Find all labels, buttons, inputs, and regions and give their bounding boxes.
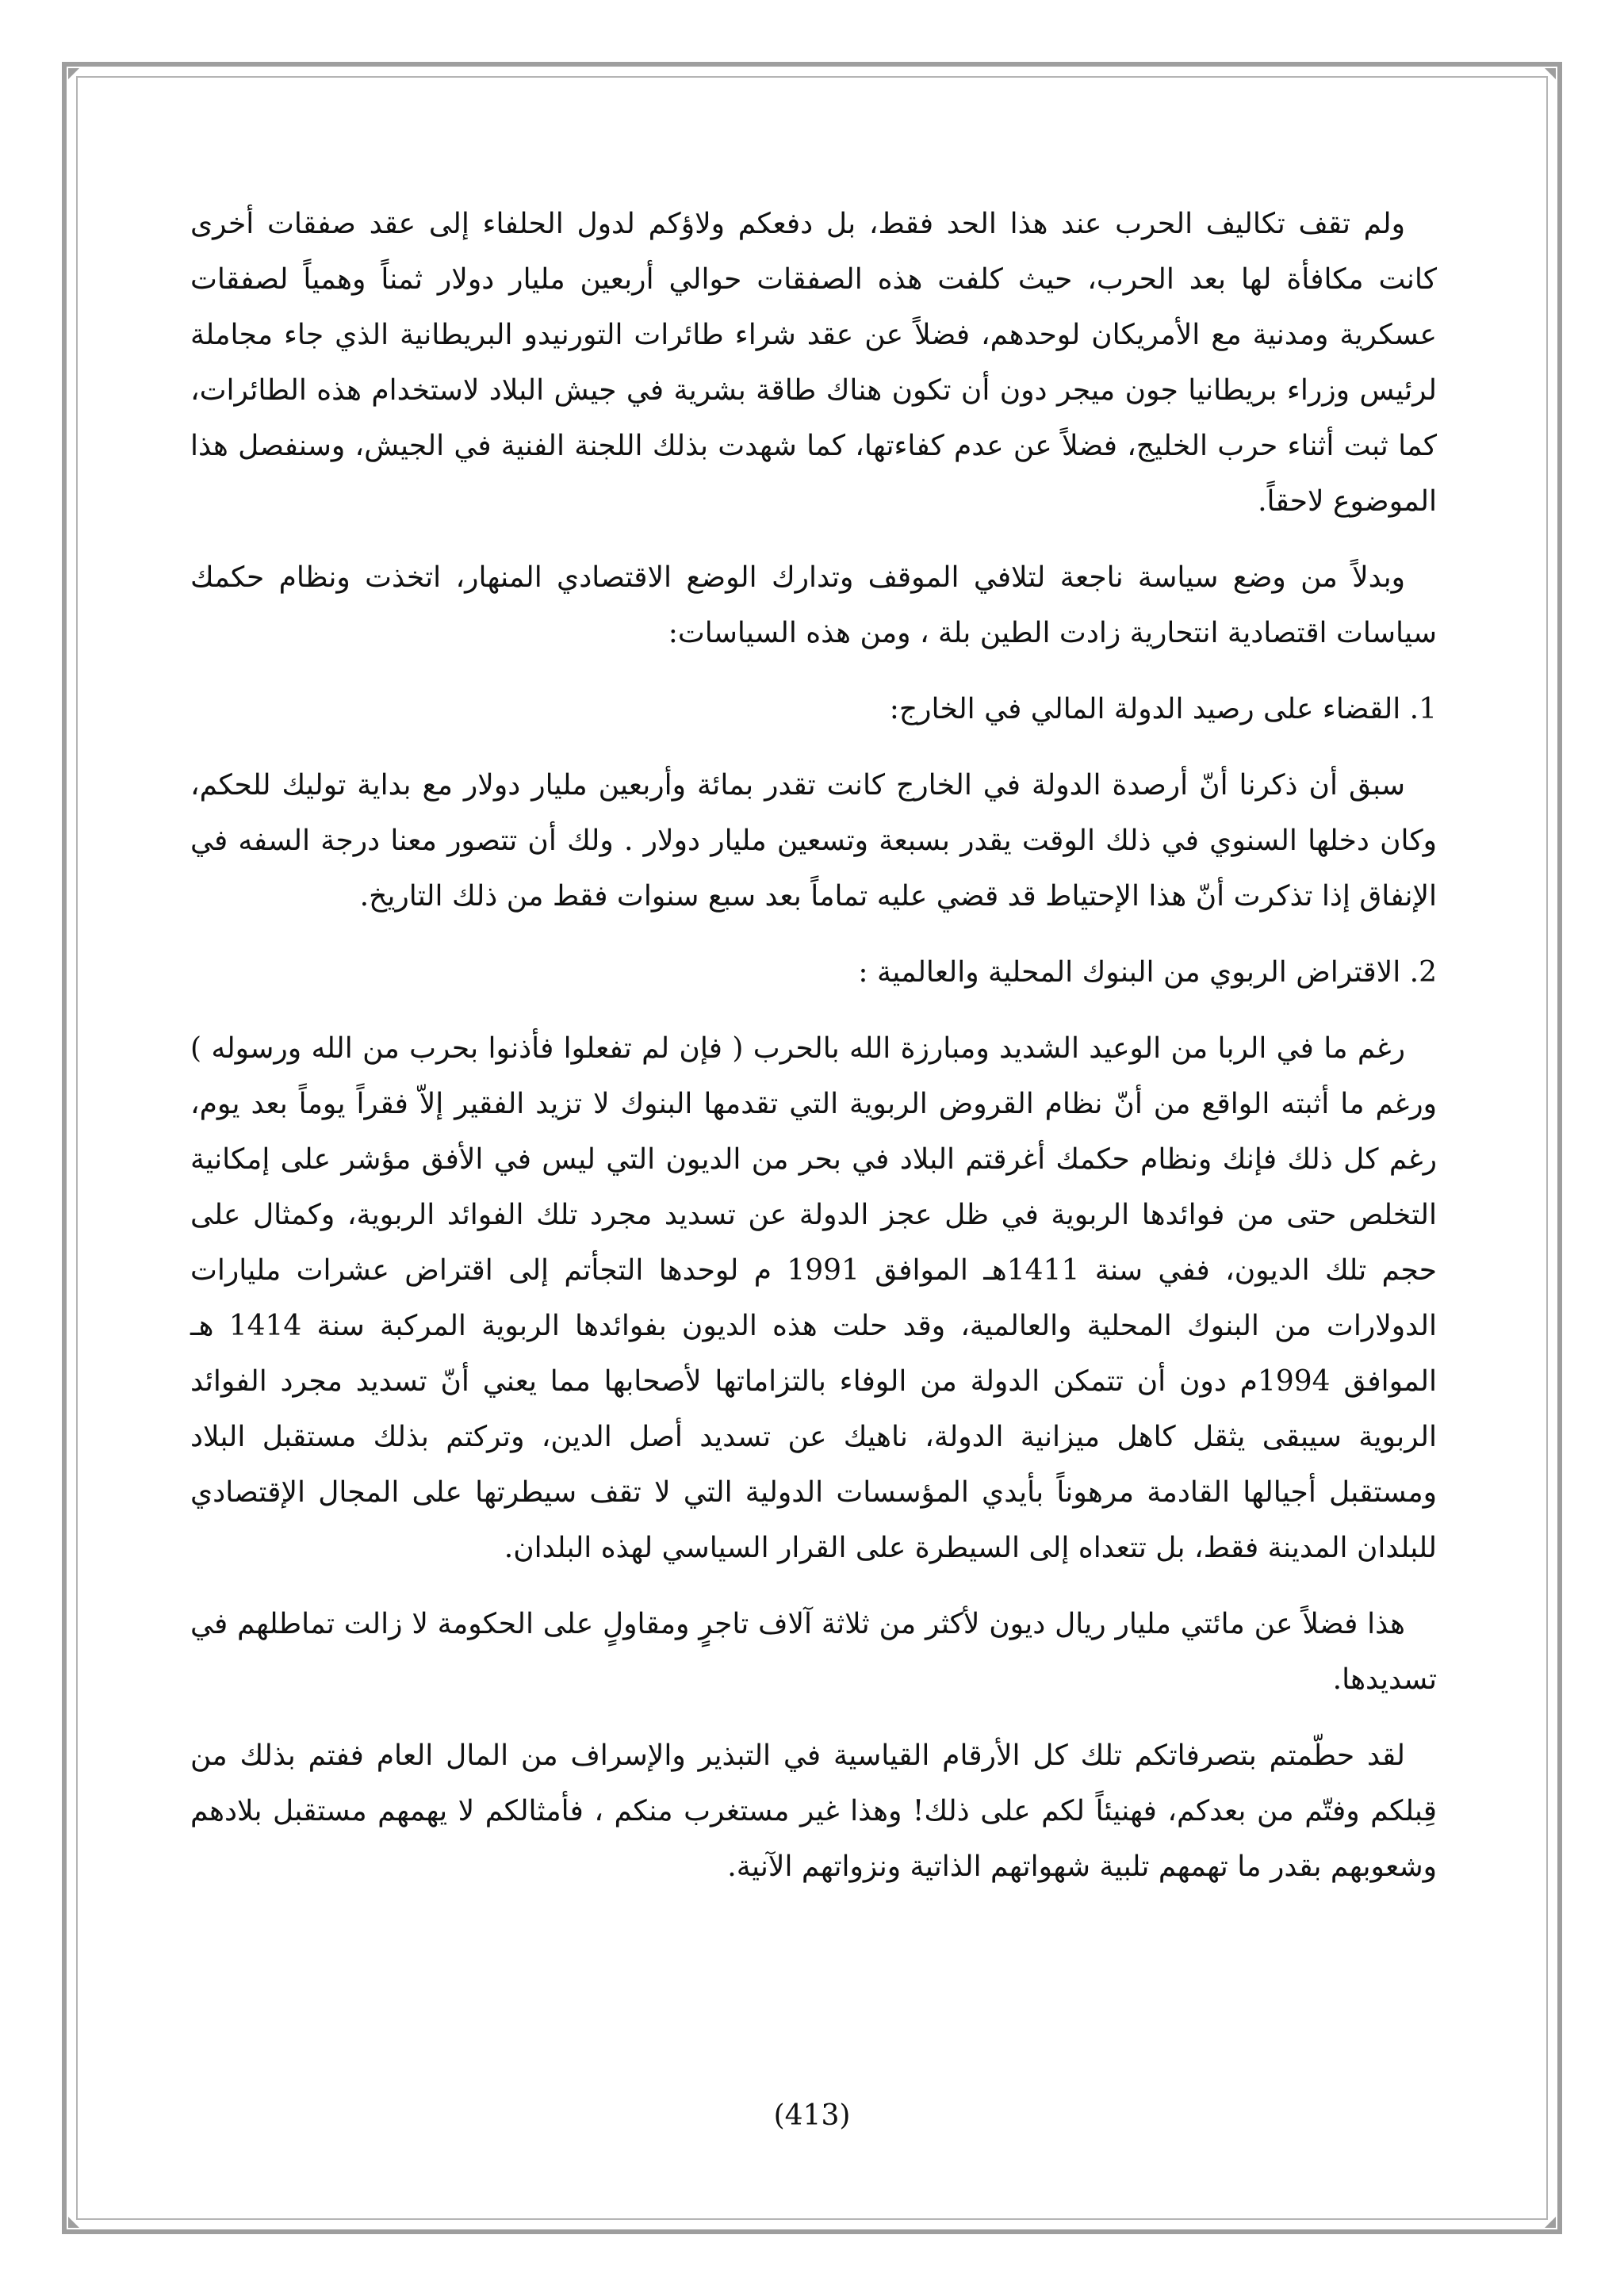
paragraph-conclusion: لقد حطّمتم بتصرفاتكم تلك كل الأرقام القياسية في التبذير والإسراف من المال العام ففتم بذلك من قِبلكم وفتّم من بعدكم، فهنيئاً لكم على ذلك! وهذا غير مستغرب منكم ، فأمثالكم لا يهمهم مستقبل بلادهم وشعوبهم بقدر ما تهمهم تلبية شهواتهم الذاتية ونزواتهم الآنية. xyxy=(190,1739,1437,1883)
paragraph-economic-policies: وبدلاً من وضع سياسة ناجعة لتلافي الموقف وتدارك الوضع الاقتصادي المنهار، اتخذت ونظام حكمك سياسات اقتصادية انتحارية زادت الطين بلة ، ومن هذه السياسات: xyxy=(190,561,1437,649)
corner-ornament-top-right xyxy=(1545,68,1556,79)
page-body xyxy=(190,197,1437,1915)
corner-ornament-bottom-right xyxy=(1545,2217,1556,2228)
corner-ornament-bottom-left xyxy=(68,2217,79,2228)
paragraph-merchant-debts: هذا فضلاً عن مائتي مليار ريال ديون لأكثر من ثلاثة آلاف تاجرٍ ومقاولٍ على الحكومة لا زالت تماطلهم في تسديدها. xyxy=(190,1608,1437,1696)
page-number: (413) xyxy=(773,2099,851,2132)
heading-foreign-balance: 1. القضاء على رصيد الدولة المالي في الخارج: xyxy=(889,693,1437,725)
paragraph-foreign-balance: سبق أن ذكرنا أنّ أرصدة الدولة في الخارج كانت تقدر بمائة وأربعين مليار دولار مع بداية توليك للحكم، وكان دخلها السنوي في ذلك الوقت يقدر بسبعة وتسعين مليار دولار . ولك أن تتصور معنا درجة السفه في الإنفاق إذا تذكرت أنّ هذا الإحتياط قد قضي عليه تماماً بعد سبع سنوات فقط من ذلك التاريخ. xyxy=(190,769,1437,913)
corner-ornament-top-left xyxy=(68,68,79,79)
paragraph-war-costs: ولم تقف تكاليف الحرب عند هذا الحد فقط، بل دفعكم ولاؤكم لدول الحلفاء إلى عقد صفقات أخرى كانت مكافأة لها بعد الحرب، حيث كلفت هذه الصفقات حوالي أربعين مليار دولار ثمناً وهمياً لصفقات عسكرية ومدنية مع الأمريكان لوحدهم، فضلاً عن عقد شراء طائرات التورنيدو البريطانية الذي جاء مجاملة لرئيس وزراء بريطانيا جون ميجر دون أن تكون هناك طاقة بشرية في جيش البلاد لاستخدام هذه الطائرات، كما ثبت أثناء حرب الخليج، فضلاً عن عدم كفاءتها، كما شهدت بذلك اللجنة الفنية في الجيش، وسنفصل هذا الموضوع لاحقاً. xyxy=(190,208,1437,518)
heading-usurious-borrowing: 2. الاقتراض الربوي من البنوك المحلية والعالمية : xyxy=(858,956,1437,989)
paragraph-usurious-borrowing: رغم ما في الربا من الوعيد الشديد ومبارزة الله بالحرب ( فإن لم تفعلوا فأذنوا بحرب من الله ورسوله ) ورغم ما أثبته الواقع من أنّ نظام القروض الربوية التي تقدمها البنوك لا تزيد الفقير إلاّ فقراً يوماً بعد يوم، رغم كل ذلك فإنك ونظام حكمك أغرقتم البلاد في بحر من الديون التي ليس في الأفق مؤشر على إمكانية التخلص حتى من فوائدها الربوية في ظل عجز الدولة عن تسديد مجرد تلك الفوائد الربوية، وكمثال على حجم تلك الديون، ففي سنة 1411هـ الموافق 1991 م لوحدها التجأتم إلى اقتراض عشرات مليارات الدولارات من البنوك المحلية والعالمية، وقد حلت هذه الديون بفوائدها الربوية المركبة سنة 1414 هـ الموافق 1994م دون أن تتمكن الدولة من الوفاء بالتزاماتها لأصحابها مما يعني أنّ تسديد مجرد الفوائد الربوية سيبقى يثقل كاهل ميزانية الدولة، ناهيك عن تسديد أصل الدين، وتركتم بذلك مستقبل البلاد ومستقبل أجيالها القادمة مرهوناً بأيدي المؤسسات الدولية التي لا تقف سيطرتها على المجال الإقتصادي للبلدان المدينة فقط، بل تتعداه إلى السيطرة على القرار السياسي لهذه البلدان. xyxy=(190,1032,1437,1564)
